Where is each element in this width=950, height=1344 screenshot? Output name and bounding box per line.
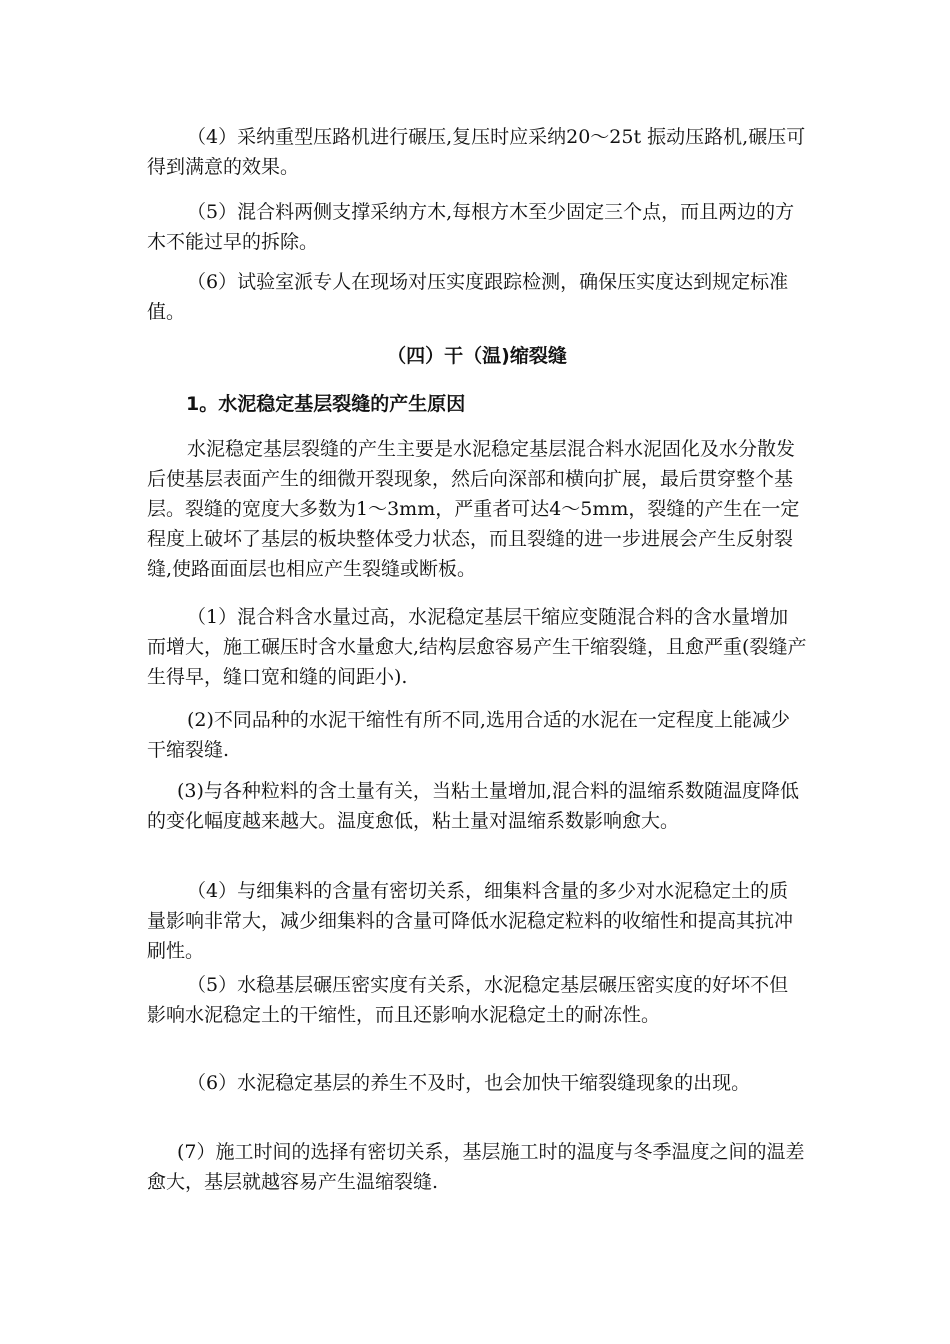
cause-item-5: （5）水稳基层碾压密实度有关系，水泥稳定基层碾压密实度的好坏不但影响水泥稳定土的干缩性，而且还影响水泥稳定土的耐冻性。: [147, 974, 789, 1026]
section-heading: （四）干（温)缩裂缝: [387, 345, 567, 367]
paragraph-roller-compaction: （4）采纳重型压路机进行碾压,复压时应采纳20～25t 振动压路机,碾压可得到满意的效果。: [147, 126, 806, 178]
cause-item-6: （6）水泥稳定基层的养生不及时，也会加快干缩裂缝现象的出现。: [187, 1072, 751, 1094]
subsection-heading: 1。水泥稳定基层裂缝的产生原因: [186, 393, 466, 415]
cause-item-7: (7）施工时间的选择有密切关系，基层施工时的温度与冬季温度之间的温差愈大，基层就越容易产生温缩裂缝.: [147, 1141, 805, 1193]
paragraph-intro: 水泥稳定基层裂缝的产生主要是水泥稳定基层混合料水泥固化及水分散发后使基层表面产生的细微开裂现象，然后向深部和横向扩展，最后贯穿整个基层。裂缝的宽度大多数为1～3mm，严重者可达4～5mm，裂缝的产生在一定程度上破坏了基层的板块整体受力状态，而且裂缝的进一步进展会产生反射裂缝,使路面面层也相应产生裂缝或断板。: [147, 438, 800, 580]
cause-item-2: (2)不同品种的水泥干缩性有所不同,选用合适的水泥在一定程度上能减少干缩裂缝.: [147, 709, 790, 761]
paragraph-timber-support: （5）混合料两侧支撑采纳方木,每根方木至少固定三个点，而且两边的方木不能过早的拆除。: [147, 201, 795, 253]
cause-item-4: （4）与细集料的含量有密切关系，细集料含量的多少对水泥稳定土的质量影响非常大，减少细集料的含量可降低水泥稳定粒料的收缩性和提高其抗冲刷性。: [147, 880, 794, 962]
cause-item-1: （1）混合料含水量过高，水泥稳定基层干缩应变随混合料的含水量增加而增大，施工碾压时含水量愈大,结构层愈容易产生干缩裂缝，且愈严重(裂缝产生得早，缝口宽和缝的间距小).: [147, 606, 807, 688]
paragraph-compaction-testing: （6）试验室派专人在现场对压实度跟踪检测，确保压实度达到规定标准值。: [147, 271, 789, 323]
cause-item-3: (3)与各种粒料的含土量有关，当粘土量增加,混合料的温缩系数随温度降低的变化幅度越来越大。温度愈低，粘土量对温缩系数影响愈大。: [147, 780, 799, 832]
